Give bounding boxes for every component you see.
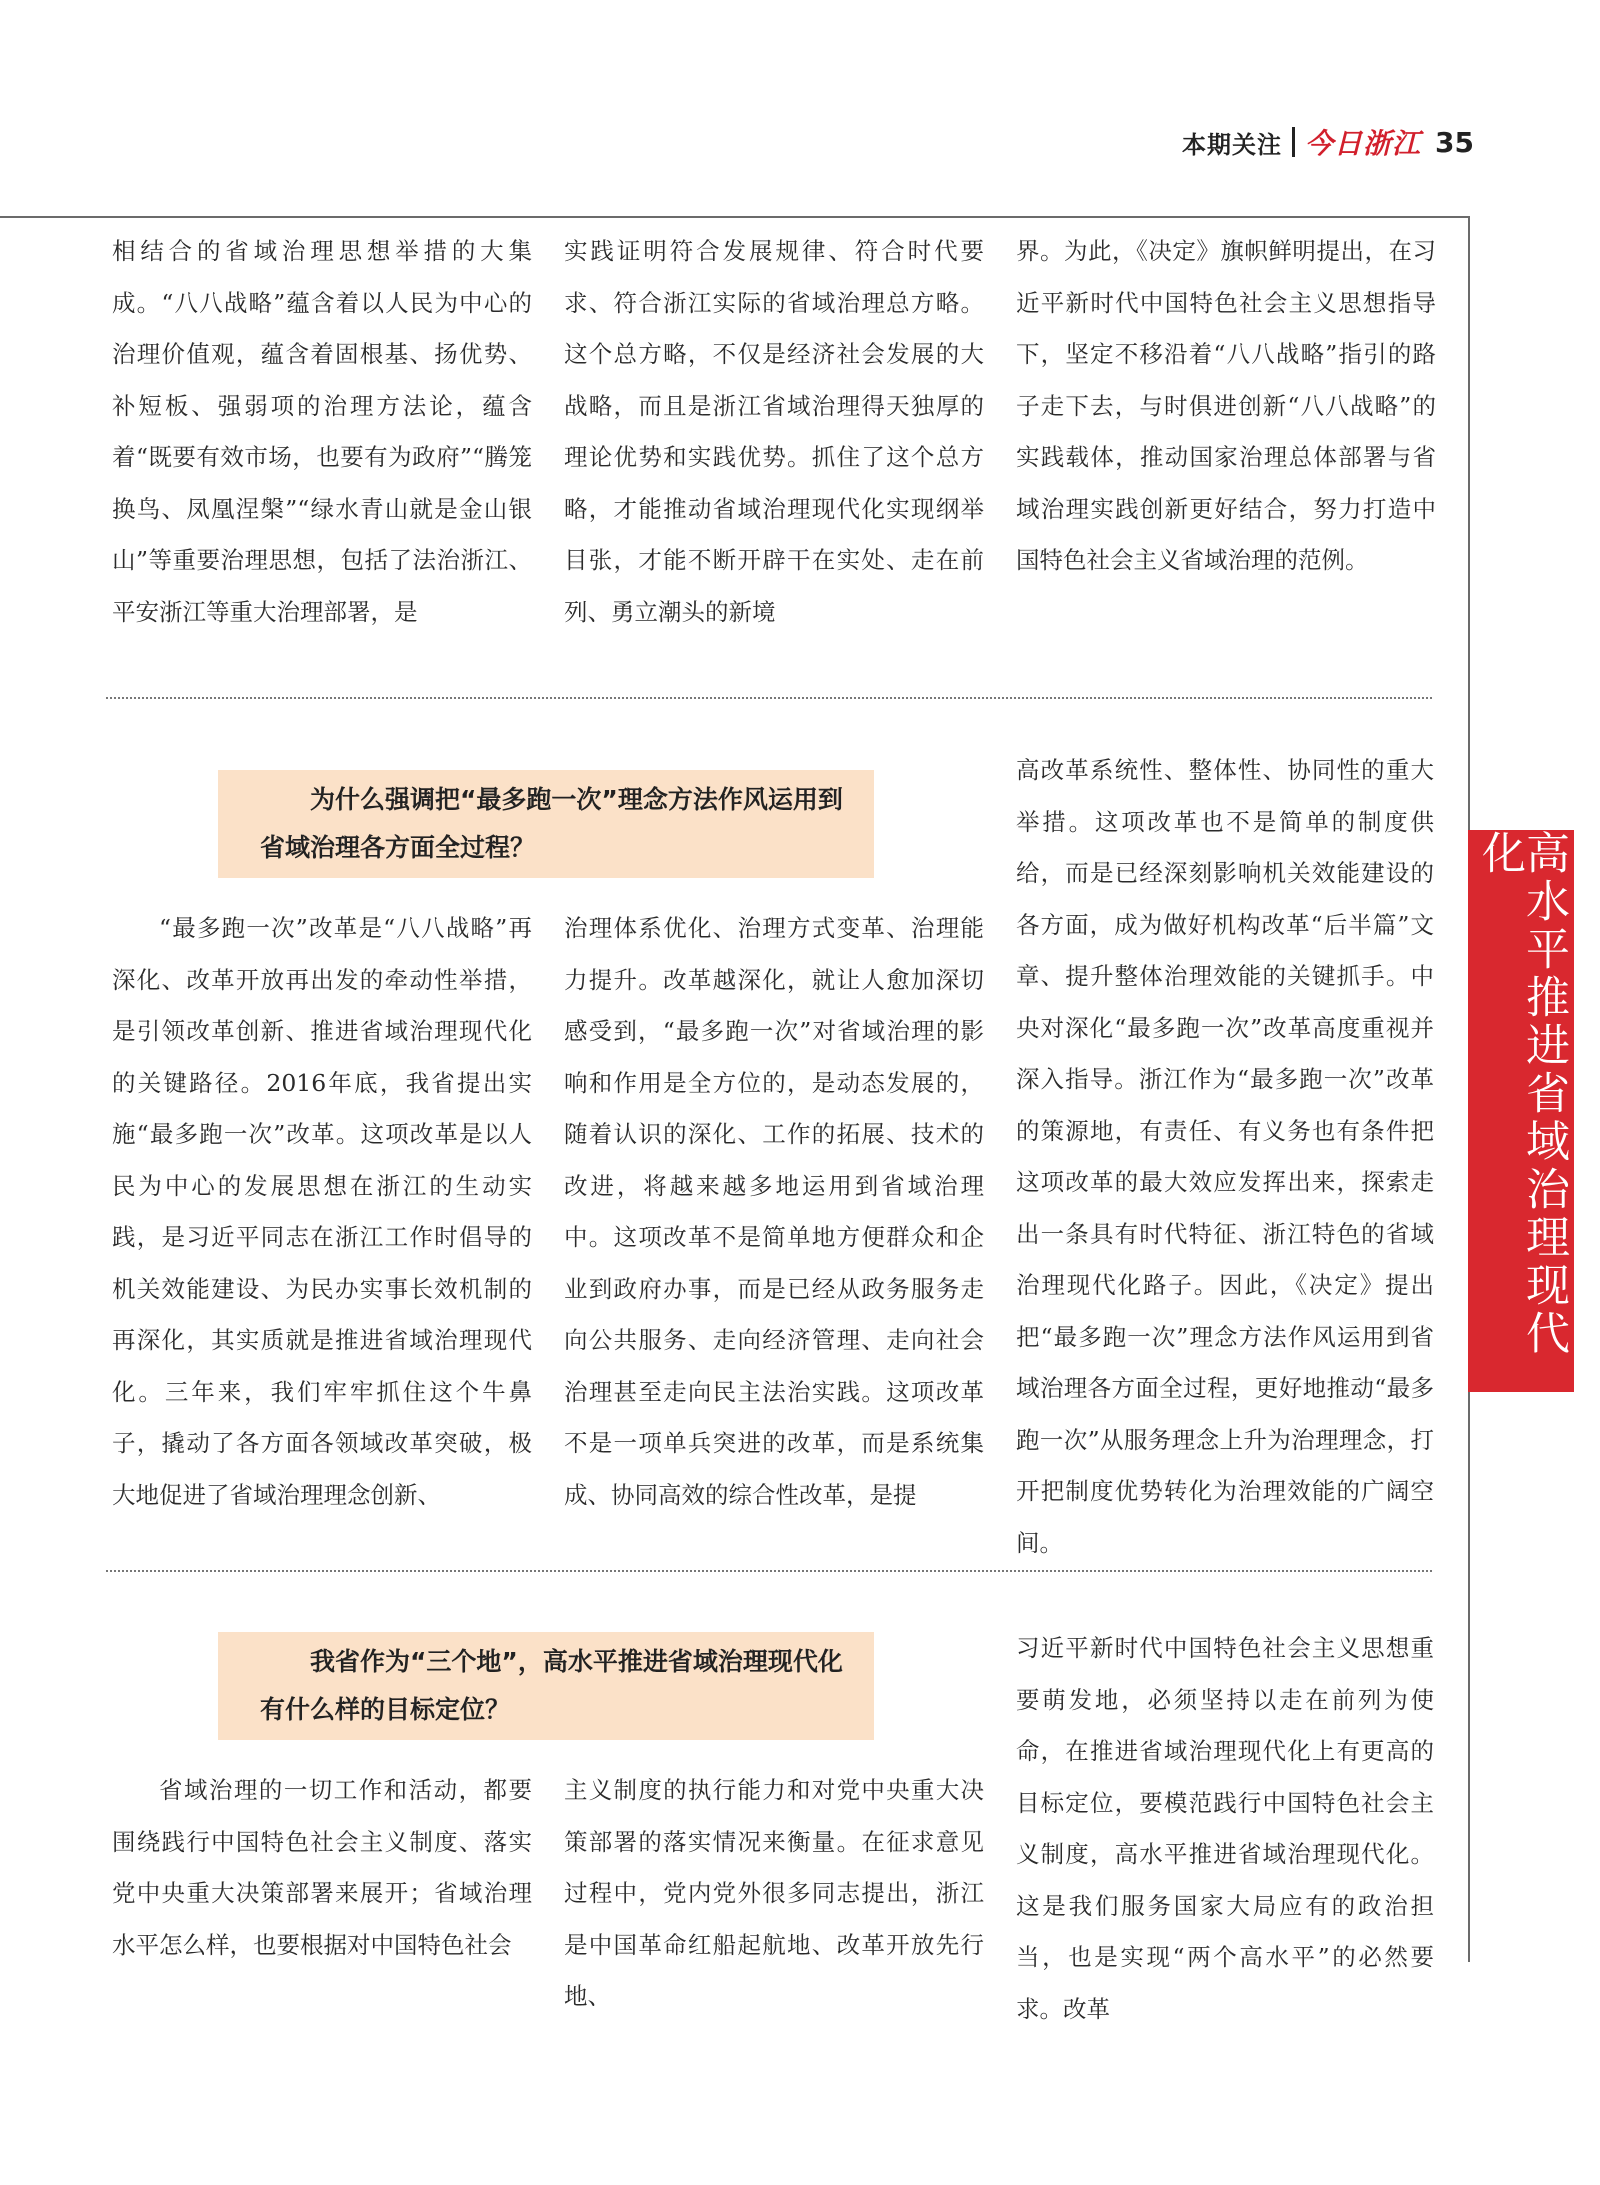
page-number: 35 (1435, 125, 1474, 159)
paragraph: 省域治理的一切工作和活动，都要围绕践行中国特色社会主义制度、落实党中央重大决策部署来展开；省域治理水平怎么样，也要根据对中国特色社会 (112, 1776, 532, 1959)
section3-column-3 (1016, 1623, 1434, 2035)
section1-column-3 (1016, 226, 1436, 587)
paragraph: “最多跑一次”改革是“八八战略”再深化、改革开放再出发的牵动性举措，是引领改革创新、推进省域治理现代化的关键路径。2016年底，我省提出实施“最多跑一次”改革。这项改革是以人民为中心的发展思想在浙江的生动实践，是习近平同志在浙江工作时倡导的机关效能建设、为民办实事长效机制的再深化，其实质就是推进省域治理现代化。三年来，我们牢牢抓住这个牛鼻子，撬动了各方面各领域改革突破，极大地促进了省域治理理念创新、 (112, 914, 532, 1509)
header-divider (1292, 127, 1295, 157)
section2-column-1 (112, 903, 532, 1521)
frame-top-border (0, 216, 1470, 218)
section3-column-2 (564, 1765, 984, 2023)
paragraph: 习近平新时代中国特色社会主义思想重要萌发地，必须坚持以走在前列为使命，在推进省域治理现代化上有更高的目标定位，要模范践行中国特色社会主义制度，高水平推进省域治理现代化。这是我们服务国家大局应有的政治担当，也是实现“两个高水平”的必然要求。改革 (1016, 1634, 1434, 2023)
page-header (1182, 122, 1474, 162)
question-box (218, 1632, 874, 1740)
side-tab-text: 高水平推进省域治理现代化 (1474, 830, 1569, 1358)
section1-column-1 (112, 226, 532, 638)
magazine-logo: 今日浙江 (1305, 127, 1422, 160)
question-box (218, 770, 874, 878)
section-divider (106, 697, 1432, 699)
section3-column-1 (112, 1765, 532, 1971)
paragraph: 实践证明符合发展规律、符合时代要求、符合浙江实际的省域治理总方略。这个总方略，不仅是经济社会发展的大战略，而且是浙江省域治理得天独厚的理论优势和实践优势。抓住了这个总方略，才能推动省域治理现代化实现纲举目张，才能不断开辟干在实处、走在前列、勇立潮头的新境 (564, 237, 984, 626)
section2-column-2 (564, 903, 984, 1521)
paragraph: 主义制度的执行能力和对党中央重大决策部署的落实情况来衡量。在征求意见过程中，党内党外很多同志提出，浙江是中国革命红船起航地、改革开放先行地、 (564, 1776, 984, 2010)
section-divider (106, 1570, 1432, 1572)
paragraph: 相结合的省域治理思想举措的大集成。“八八战略”蕴含着以人民为中心的治理价值观，蕴含着固根基、扬优势、补短板、强弱项的治理方法论，蕴含着“既要有效市场，也要有为政府”“腾笼换鸟、凤凰涅槃”“绿水青山就是金山银山”等重要治理思想，包括了法治浙江、平安浙江等重大治理部署，是 (112, 237, 532, 626)
paragraph: 高改革系统性、整体性、协同性的重大举措。这项改革也不是简单的制度供给，而是已经深刻影响机关效能建设的各方面，成为做好机构改革“后半篇”文章、提升整体治理效能的关键抓手。中央对深化“最多跑一次”改革高度重视并深入指导。浙江作为“最多跑一次”改革的策源地，有责任、有义务也有条件把这项改革的最大效应发挥出来，探索走出一条具有时代特征、浙江特色的省域治理现代化路子。因此，《决定》提出把“最多跑一次”理念方法作风运用到省域治理各方面全过程，更好地推动“最多跑一次”从服务理念上升为治理理念，打开把制度优势转化为治理效能的广阔空间。 (1016, 756, 1434, 1557)
question-text: 为什么强调把“最多跑一次”理念方法作风运用到省域治理各方面全过程？ (260, 785, 843, 862)
paragraph: 治理体系优化、治理方式变革、治理能力提升。改革越深化，就让人愈加深切感受到，“最多跑一次”对省域治理的影响和作用是全方位的，是动态发展的，随着认识的深化、工作的拓展、技术的改进，将越来越多地运用到省域治理中。这项改革不是简单地方便群众和企业到政府办事，而是已经从政务服务走向公共服务、走向经济管理、走向社会治理甚至走向民主法治实践。这项改革不是一项单兵突进的改革，而是系统集成、协同高效的综合性改革，是提 (564, 914, 984, 1509)
section1-column-2 (564, 226, 984, 638)
section-title: 本期关注 (1182, 130, 1283, 159)
side-tab (1468, 830, 1574, 1392)
question-text: 我省作为“三个地”，高水平推进省域治理现代化有什么样的目标定位？ (260, 1647, 843, 1724)
section2-column-3 (1016, 745, 1434, 1569)
paragraph: 界。为此，《决定》旗帜鲜明提出，在习近平新时代中国特色社会主义思想指导下，坚定不移沿着“八八战略”指引的路子走下去，与时俱进创新“八八战略”的实践载体，推动国家治理总体部署与省域治理实践创新更好结合，努力打造中国特色社会主义省域治理的范例。 (1016, 237, 1436, 574)
